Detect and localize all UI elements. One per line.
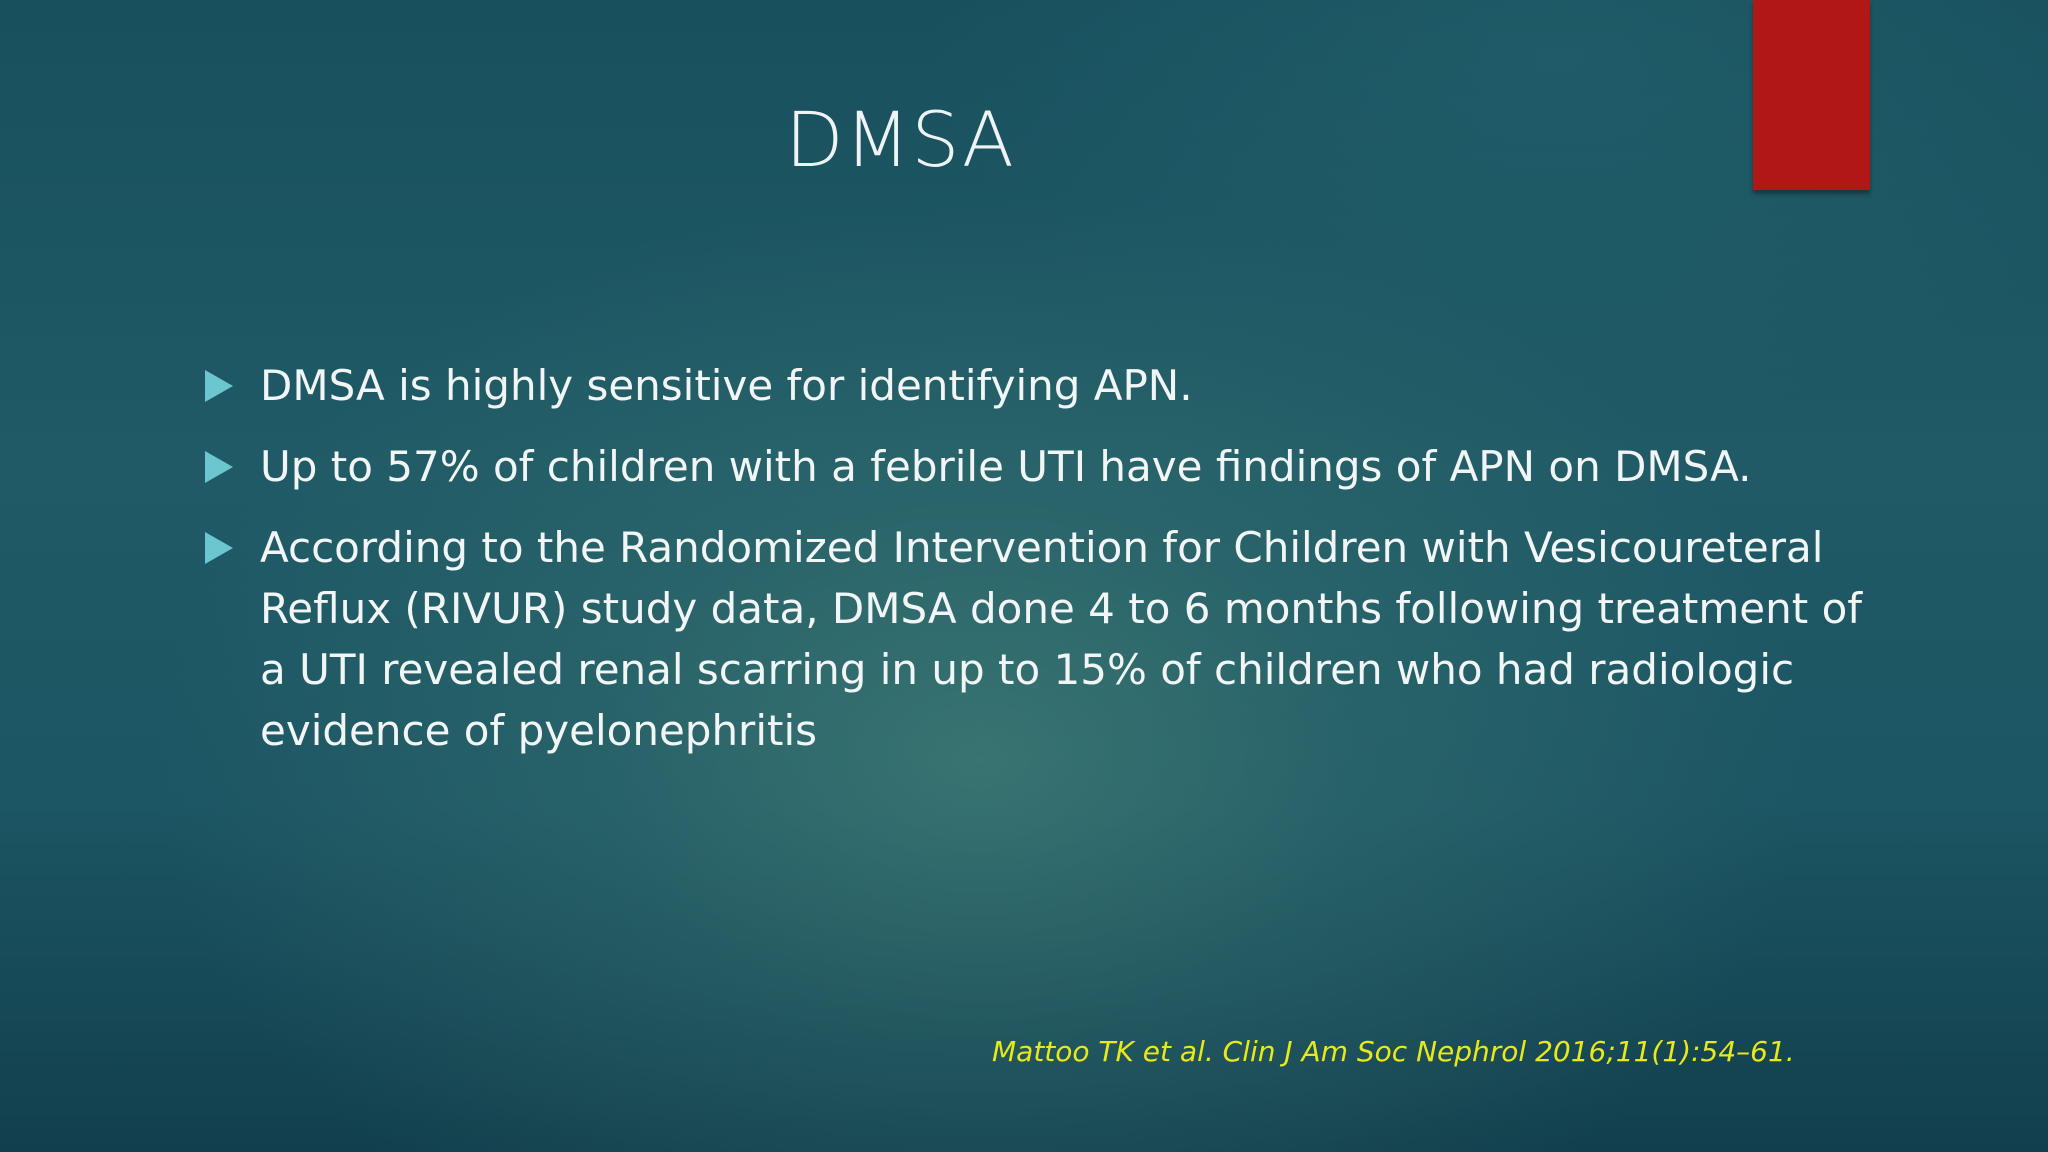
bullet-text: According to the Randomized Intervention for Children with Vesicoureteral Reflux (RIVUR) study data, DMSA done 4 to 6 months following treatment of a UTI revealed renal scarring in up to 15% of children who had radiologic evidence of pyelonephritis [260, 523, 1863, 755]
bullet-text: Up to 57% of children with a febrile UTI have findings of APN on DMSA. [260, 442, 1752, 491]
slide-title: DMSA [785, 95, 1015, 184]
bullet-item [200, 517, 1880, 761]
triangle-right-icon [205, 532, 233, 564]
bullet-text: DMSA is highly sensitive for identifying APN. [260, 361, 1193, 410]
bullet-item [200, 355, 1880, 416]
triangle-right-icon [205, 451, 233, 483]
triangle-right-icon [205, 370, 233, 402]
bullet-list [200, 355, 1880, 781]
citation: Mattoo TK et al. Clin J Am Soc Nephrol 2016;11(1):54–61. [992, 1035, 1795, 1068]
bullet-item [200, 436, 1880, 497]
